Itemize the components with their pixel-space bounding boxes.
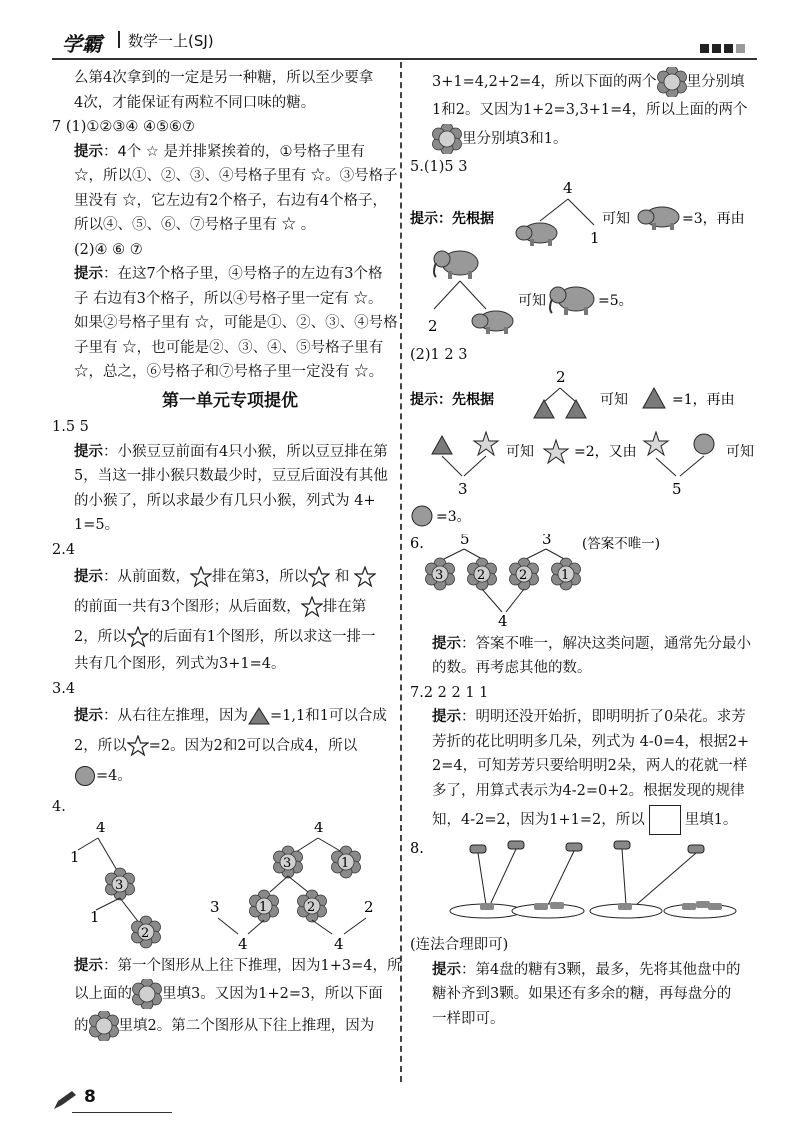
hint-line: 提示：明明还没开始折，即明明折了0朵花。求芳 xyxy=(432,709,746,725)
hint-line: 1和2。又因为1+2=3,3+1=4，所以上面的两个 xyxy=(432,102,748,118)
star-icon xyxy=(644,432,668,455)
flower-number: 1 xyxy=(561,567,570,583)
hint-line: ☆，总之，⑥号格子和⑦号格子里一定没有 ☆。 xyxy=(74,364,384,380)
hippo-icon xyxy=(516,223,557,246)
candy-icon xyxy=(534,903,548,910)
candy-icon xyxy=(508,841,524,849)
answer-6: 6. xyxy=(410,535,424,552)
flower-icon xyxy=(432,124,462,154)
hint-text: 提示：先根据 xyxy=(410,391,494,408)
number-label: 1 xyxy=(70,847,80,866)
hint-line: 糖补齐到3颗。如果还有多余的糖，再每盘分的 xyxy=(432,986,732,1002)
hint-line: 提示：小猴豆豆前面有4只小猴，所以豆豆排在第 xyxy=(74,443,388,460)
hint-line: 2=4，可知芳芳只要给明明2朵，两人的花就一样 xyxy=(432,758,748,774)
candy-icon xyxy=(618,903,632,910)
q6-diagram xyxy=(410,534,766,630)
q5-2-diagram xyxy=(410,370,766,530)
pencil-icon xyxy=(52,1089,78,1111)
header-square-icon xyxy=(724,44,733,53)
flower-number: 2 xyxy=(519,567,528,583)
number-label: 1 xyxy=(590,229,600,247)
star-icon xyxy=(544,440,568,463)
number-label: 2 xyxy=(556,369,566,386)
hint-line: 里没有 ☆，它左边有2个格子，右边有4个格子， xyxy=(74,192,388,209)
hint-line: 知，4-2=2，因为1+1=2，所以 里填1。 xyxy=(410,803,766,837)
header-separator xyxy=(118,31,120,48)
answer-note: (答案不唯一) xyxy=(582,535,661,552)
section-title: 第一单元专项提优 xyxy=(162,390,298,411)
answer-box xyxy=(649,805,681,835)
star-icon xyxy=(190,566,212,588)
hint-text: 可知 xyxy=(518,293,546,309)
flower-number: 2 xyxy=(477,567,486,583)
hint-text: =1，再由 xyxy=(672,391,735,408)
answer-note: (连法合理即可) xyxy=(410,937,509,953)
answer-4: 4. xyxy=(52,799,66,815)
star-icon xyxy=(308,566,330,588)
hint-line: ☆，所以①、②、③、④号格子里有 ☆。③号格子 xyxy=(74,168,398,184)
hint-line: 提示：第一个图形从上往下推理，因为1+3=4，所 xyxy=(74,957,402,974)
q8-figure xyxy=(410,839,766,931)
triangle-icon xyxy=(248,706,270,726)
star-icon xyxy=(127,626,149,648)
candy-icon xyxy=(696,901,710,908)
number-label: 3 xyxy=(210,897,220,916)
text-line: 么第4次拿到的一定是另一种糖，所以至少要拿 xyxy=(74,70,374,86)
answer-7: 7.2 2 2 1 1 xyxy=(410,684,489,701)
hint-line: 提示：在这7个格子里，④号格子的左边有3个格 xyxy=(74,266,383,282)
hint-line: 提示：第4盘的糖有3颗，最多，先将其他盘中的 xyxy=(432,961,741,978)
star-icon xyxy=(301,596,323,618)
flower-number: 1 xyxy=(259,899,268,915)
hint-text: 可知 xyxy=(726,443,754,460)
circle-icon xyxy=(694,434,714,454)
star-icon xyxy=(127,735,149,757)
page-header xyxy=(0,0,800,62)
q5-2-figure xyxy=(410,370,766,530)
number-label: 2 xyxy=(428,317,438,335)
hint-line: 2，所以 =2。因为2和2可以合成4，所以 xyxy=(52,731,408,761)
right-column xyxy=(410,66,766,1031)
flower-number: 2 xyxy=(307,899,316,915)
number-label: 4 xyxy=(563,181,573,197)
candy-icon xyxy=(550,902,564,909)
hint-line: 提示：4个 ☆ 是并排紧挨着的，①号格子里有 xyxy=(74,143,365,160)
q6-figure xyxy=(410,534,766,630)
hint-line: 的 里填2。第二个图形从下往上推理，因为 xyxy=(52,1010,408,1042)
triangle-icon xyxy=(566,400,586,418)
q5-1-diagram xyxy=(410,181,766,341)
number-label: 4 xyxy=(498,611,508,630)
hint-line: 以上面的 里填3。又因为1+2=3，所以下面 xyxy=(52,978,408,1010)
hint-text: 提示：先根据 xyxy=(410,211,494,227)
answer-3: 3.4 xyxy=(52,680,76,697)
number-label: 4 xyxy=(314,821,324,836)
flower-number: 3 xyxy=(115,877,124,893)
circle-icon xyxy=(412,506,432,526)
number-label: 5 xyxy=(460,533,470,548)
hint-text: =5。 xyxy=(598,293,633,309)
q4-figure xyxy=(52,822,408,952)
answer-8: 8. xyxy=(410,841,424,857)
left-column xyxy=(52,66,408,1042)
hint-line: 芳折的花比明明多几朵，列式为 4-0=4，根据2+ xyxy=(432,733,750,750)
page-footer xyxy=(52,1085,172,1113)
book-title: 数学一上(SJ) xyxy=(128,32,214,50)
number-label: 4 xyxy=(334,934,344,952)
answer-7-2: (2)④ ⑥ ⑦ xyxy=(74,241,143,258)
elephant-icon xyxy=(434,251,478,279)
header-square-icon xyxy=(736,44,745,53)
hint-text: 可知 xyxy=(506,443,534,460)
star-icon xyxy=(354,566,376,588)
hint-line: 提示：从前面数， 排在第3，所以 和 xyxy=(52,562,408,592)
hint-text: =3。 xyxy=(436,508,471,525)
number-label: 4 xyxy=(238,934,248,952)
candy-icon xyxy=(614,841,630,849)
star-icon xyxy=(474,432,498,455)
header-rule xyxy=(52,58,757,60)
hint-text: 可知 xyxy=(602,211,630,227)
number-label: 3 xyxy=(542,533,552,548)
hint-line: 子里有 ☆，也可能是②、③、④、⑤号格子里有 xyxy=(74,339,384,356)
hint-line: 子 右边有3个格子，所以④号格子里一定有 ☆。 xyxy=(74,290,383,307)
hint-line: 的小猴了，所以求最少有几只小猴，列式为 4+ xyxy=(74,492,376,509)
hint-line: 多了，用算式表示为4-2=0+2。根据发现的规律 xyxy=(432,782,745,799)
hint-line: 提示：从右往左推理，因为 =1,1和1可以合成 xyxy=(74,708,387,724)
triangle-icon xyxy=(432,436,452,454)
number-label: 2 xyxy=(364,897,374,916)
hint-line: 的数。再考虑其他的数。 xyxy=(432,660,592,676)
hint-line: 提示：答案不唯一，解决这类问题，通常先分最小 xyxy=(432,635,751,652)
number-label: 3 xyxy=(458,479,468,498)
hint-line: 的前面一共有3个图形；从后面数， 排在第 xyxy=(52,592,408,622)
header-square-icon xyxy=(700,44,709,53)
candy-icon xyxy=(688,845,704,853)
hint-line: 所以④、⑤、⑥、⑦号格子里有 ☆ 。 xyxy=(74,217,316,233)
q4-diagram xyxy=(52,822,408,952)
number-label: 5 xyxy=(672,479,682,498)
flower-number: 2 xyxy=(141,925,150,941)
q5-1-figure xyxy=(410,181,766,341)
elephant-icon xyxy=(550,287,594,315)
header-square-icon xyxy=(712,44,721,53)
q8-diagram xyxy=(410,839,766,931)
text-line: 4次，才能保证有两粒不同口味的糖。 xyxy=(74,94,316,111)
hint-text: =2，又由 xyxy=(574,443,637,460)
hint-line: 里分别填3和1。 xyxy=(410,123,766,155)
hippo-icon xyxy=(638,207,679,230)
page-number: 8 xyxy=(84,1087,96,1107)
brand-logo: 学霸 xyxy=(62,32,102,56)
hint-line: 如果②号格子里有 ☆，可能是①、②、③、④号格 xyxy=(74,315,398,331)
flower-number: 3 xyxy=(435,567,444,583)
candy-icon xyxy=(708,903,722,910)
hippo-icon xyxy=(472,311,513,334)
answer-5-2: (2)1 2 3 xyxy=(410,347,468,363)
hint-line: 共有几个图形，列式为3+1=4。 xyxy=(74,656,286,672)
candy-icon xyxy=(470,845,486,853)
triangle-icon xyxy=(643,388,665,408)
q4-left-tree xyxy=(70,822,161,948)
candy-icon xyxy=(566,843,582,851)
candy-icon xyxy=(480,903,494,910)
circle-icon xyxy=(74,765,96,787)
footer-rule xyxy=(72,1112,172,1113)
answer-7-1: 7 (1)①②③④ ④⑤⑥⑦ xyxy=(52,119,195,135)
number-label: 4 xyxy=(96,821,106,836)
hint-line: 一样即可。 xyxy=(432,1010,505,1027)
flower-number: 3 xyxy=(283,855,292,871)
hint-text: =3，再由 xyxy=(682,211,745,227)
number-label: 1 xyxy=(90,907,100,926)
hint-line: 2，所以 的后面有1个图形，所以求这一排一 xyxy=(52,622,408,652)
hint-line: 5，当这一排小猴只数最少时，豆豆后面没有其他 xyxy=(74,468,388,484)
flower-icon xyxy=(132,979,162,1009)
hint-text: 可知 xyxy=(600,391,628,408)
hint-line: =4。 xyxy=(52,761,408,791)
candy-icon xyxy=(682,903,696,910)
answer-5-1: 5.(1)5 3 xyxy=(410,158,468,175)
flower-icon xyxy=(89,1011,119,1041)
triangle-icon xyxy=(534,400,554,418)
flower-number: 1 xyxy=(341,855,350,871)
q4-right-tree xyxy=(210,822,374,952)
answer-2: 2.4 xyxy=(52,541,76,558)
flower-icon xyxy=(657,67,687,97)
answer-1: 1.5 5 xyxy=(52,419,89,435)
hint-line: 1=5。 xyxy=(74,517,120,533)
hint-line: 3+1=4,2+2=4，所以下面的两个 里分别填 xyxy=(410,66,766,98)
